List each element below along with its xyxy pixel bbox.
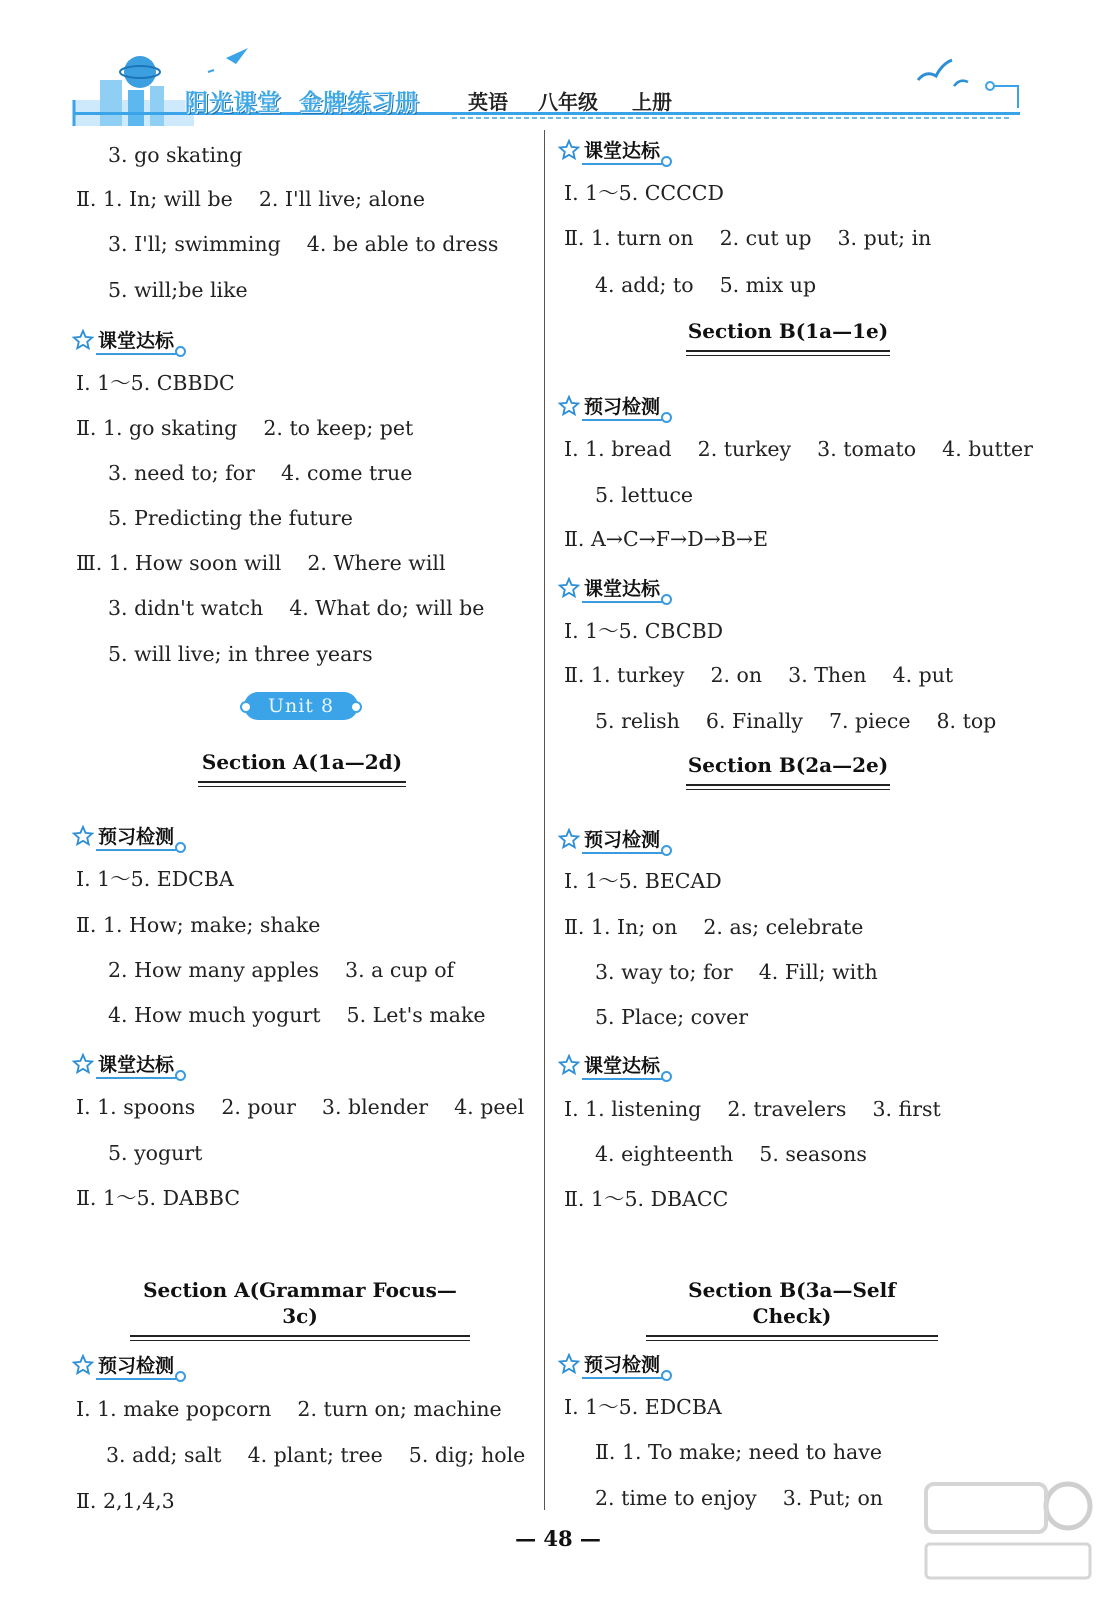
category-label: 预习检测 <box>582 392 662 421</box>
section-title: Section A(Grammar Focus—3c) <box>143 1278 457 1328</box>
category-heading <box>558 136 662 164</box>
answer-line: Ⅰ. 1. listening 2. travelers 3. first <box>564 1097 941 1121</box>
subject-label: 英语 <box>468 90 508 114</box>
answer-line: 3. way to; for 4. Fill; with <box>595 960 878 984</box>
star-icon <box>558 1353 580 1375</box>
section-title: Section B(2a—2e) <box>687 753 889 777</box>
star-icon <box>558 577 580 599</box>
category-label: 课堂达标 <box>582 136 662 165</box>
answer-line: Ⅱ. 1～5. DABBC <box>76 1186 241 1210</box>
answer-line: Ⅰ. 1～5. CBBDC <box>76 371 235 395</box>
grade-label: 八年级 <box>538 90 598 114</box>
answer-line: Ⅰ. 1. spoons 2. pour 3. blender 4. peel <box>76 1095 525 1119</box>
answer-line: 3. need to; for 4. come true <box>108 461 413 485</box>
answer-line: 3. go skating <box>108 143 243 167</box>
section-title: Section B(3a—Self Check) <box>688 1278 896 1328</box>
header-banner-graphic <box>0 0 1116 140</box>
answer-line: Ⅰ. 1. make popcorn 2. turn on; machine <box>76 1397 502 1421</box>
answer-line: 4. add; to 5. mix up <box>595 273 817 297</box>
answer-line: 2. time to enjoy 3. Put; on <box>595 1486 884 1510</box>
answer-line: Ⅲ. 1. How soon will 2. Where will <box>76 551 446 575</box>
answer-line: Ⅰ. 1～5. EDCBA <box>76 867 234 891</box>
watermark-logo <box>918 1470 1098 1590</box>
answer-line: Ⅱ. 1. turkey 2. on 3. Then 4. put <box>564 663 954 687</box>
star-icon <box>558 139 580 161</box>
answer-line: 5. Place; cover <box>595 1005 749 1029</box>
answer-line: Ⅱ. 1～5. DBACC <box>564 1187 729 1211</box>
answer-line: Ⅰ. 1. bread 2. turkey 3. tomato 4. butter <box>564 437 1033 461</box>
answer-line: Ⅰ. 1～5. BECAD <box>564 869 722 893</box>
answer-line: Ⅱ. 1. How; make; shake <box>76 913 321 937</box>
volume-label: 上册 <box>632 90 672 114</box>
answer-line: Ⅰ. 1～5. CCCCD <box>564 181 724 205</box>
answer-line: 2. How many apples 3. a cup of <box>108 958 455 982</box>
star-icon <box>558 828 580 850</box>
category-heading <box>558 1350 662 1378</box>
answer-line: Ⅱ. 1. To make; need to have <box>595 1440 882 1464</box>
answer-line: 5. will;be like <box>108 278 248 302</box>
answer-line: Ⅱ. 1. In; will be 2. I'll live; alone <box>76 187 425 211</box>
category-label: 课堂达标 <box>96 1050 176 1079</box>
star-icon <box>558 395 580 417</box>
answer-line: 4. How much yogurt 5. Let's make <box>108 1003 486 1027</box>
category-label: 预习检测 <box>582 1350 662 1379</box>
answer-line: 5. will live; in three years <box>108 642 373 666</box>
category-label: 课堂达标 <box>582 1051 662 1080</box>
category-heading <box>558 574 662 602</box>
star-icon <box>72 329 94 351</box>
category-heading <box>72 822 176 850</box>
category-label: 课堂达标 <box>582 574 662 603</box>
answer-line: Ⅱ. 1. turn on 2. cut up 3. put; in <box>564 226 932 250</box>
section-heading <box>686 318 890 344</box>
answer-line: 5. Predicting the future <box>108 506 353 530</box>
section-heading <box>686 752 890 778</box>
star-icon <box>72 1354 94 1376</box>
page-number: — 48 — <box>515 1526 601 1551</box>
column-divider <box>544 130 545 1510</box>
category-label: 预习检测 <box>96 1351 176 1380</box>
category-label: 课堂达标 <box>96 326 176 355</box>
answer-line: 3. add; salt 4. plant; tree 5. dig; hole <box>106 1443 526 1467</box>
category-heading <box>72 326 176 354</box>
category-heading <box>72 1050 176 1078</box>
answer-line: 3. I'll; swimming 4. be able to dress <box>108 232 499 256</box>
star-icon <box>558 1054 580 1076</box>
answer-line: Ⅱ. 2,1,4,3 <box>76 1489 175 1513</box>
page-header <box>0 0 1116 140</box>
answer-line: 3. didn't watch 4. What do; will be <box>108 596 485 620</box>
category-label: 预习检测 <box>96 822 176 851</box>
section-heading <box>198 749 406 775</box>
brand-title <box>185 84 419 117</box>
section-title: Section A(1a—2d) <box>201 750 403 774</box>
section-heading <box>130 1277 470 1329</box>
category-heading <box>558 825 662 853</box>
star-icon <box>72 1053 94 1075</box>
answer-line: 5. relish 6. Finally 7. piece 8. top <box>595 709 997 733</box>
brand-name: 阳光课堂 <box>185 90 281 116</box>
section-title: Section B(1a—1e) <box>687 319 889 343</box>
category-heading <box>558 392 662 420</box>
answer-line: Ⅱ. 1. go skating 2. to keep; pet <box>76 416 414 440</box>
answer-line: 5. yogurt <box>108 1141 203 1165</box>
category-heading <box>558 1051 662 1079</box>
star-icon <box>72 825 94 847</box>
section-heading <box>646 1277 938 1329</box>
answer-line: Ⅱ. 1. In; on 2. as; celebrate <box>564 915 864 939</box>
answer-line: 4. eighteenth 5. seasons <box>595 1142 867 1166</box>
answer-line: Ⅰ. 1～5. CBCBD <box>564 619 724 643</box>
category-label: 预习检测 <box>582 825 662 854</box>
category-heading <box>72 1351 176 1379</box>
unit-badge: Unit 8 <box>244 692 358 720</box>
answer-line: Ⅱ. A→C→F→D→B→E <box>564 527 769 551</box>
answer-line: 5. lettuce <box>595 483 694 507</box>
brand-series: 金牌练习册 <box>299 90 419 116</box>
answer-line: Ⅰ. 1～5. EDCBA <box>564 1395 722 1419</box>
